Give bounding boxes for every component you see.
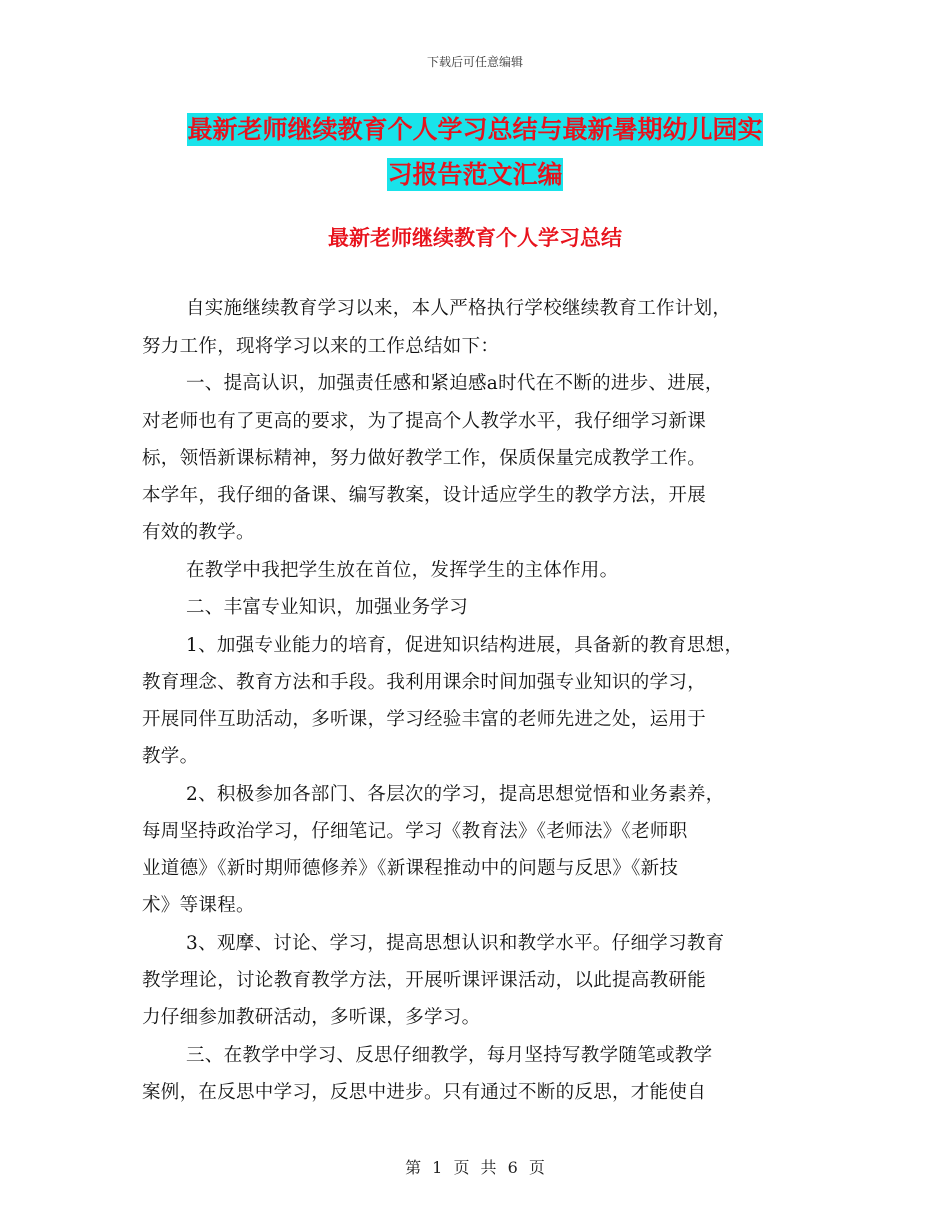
body-line: 有效的教学。 [142, 522, 255, 543]
document-title-line-2 [0, 158, 950, 192]
body-line: 教学理论，讨论教育教学方法，开展听课评课活动，以此提高教研能 [142, 970, 707, 991]
section-title: 最新老师继续教育个人学习总结 [328, 226, 622, 250]
body-line: 案例，在反思中学习，反思中进步。只有通过不断的反思，才能使自 [142, 1082, 707, 1103]
body-line: 3、观摩、讨论、学习，提高思想认识和教学水平。仔细学习教育 [186, 933, 725, 954]
document-title-text-1: 最新老师继续教育个人学习总结与最新暑期幼儿园实 [187, 115, 763, 144]
body-line: 每周坚持政治学习，仔细笔记。学习《教育法》《老师法》《老师职 [142, 821, 688, 842]
header-note: 下载后可任意编辑 [426, 55, 523, 69]
body-line: 术》等课程。 [142, 895, 255, 916]
body-line: 在教学中我把学生放在首位，发挥学生的主体作用。 [186, 560, 619, 581]
body-line: 对老师也有了更高的要求，为了提高个人教学水平，我仔细学习新课 [142, 411, 707, 432]
body-line: 教学。 [142, 746, 199, 767]
document-title-line-1 [0, 113, 950, 147]
body-line: 努力工作，现将学习以来的工作总结如下： [142, 336, 500, 357]
body-line: 自实施继续教育学习以来，本人严格执行学校继续教育工作计划， [186, 298, 732, 319]
body-line: 力仔细参加教研活动，多听课，多学习。 [142, 1007, 481, 1028]
body-line: 三、在教学中学习、反思仔细教学，每月坚持写教学随笔或教学 [186, 1045, 713, 1066]
body-line: 开展同伴互助活动，多听课，学习经验丰富的老师先进之处，运用于 [142, 709, 707, 730]
body-line: 本学年，我仔细的备课、编写教案，设计适应学生的教学方法，开展 [142, 485, 707, 506]
document-title-text-2: 习报告范文汇编 [387, 160, 563, 189]
body-line: 业道德》《新时期师德修养》《新课程推动中的问题与反思》《新技 [142, 858, 679, 879]
body-line: 二、丰富专业知识，加强业务学习 [186, 597, 469, 618]
body-line: 教育理念、教育方法和手段。我利用课余时间加强专业知识的学习， [142, 672, 707, 693]
body-line: 1、加强专业能力的培育，促进知识结构进展，具备新的教育思想， [186, 635, 744, 656]
body-line: 2、积极参加各部门、各层次的学习，提高思想觉悟和业务素养， [186, 784, 725, 805]
body-line: 标，领悟新课标精神，努力做好教学工作，保质保量完成教学工作。 [142, 448, 707, 469]
page-footer: 第 1 页 共 6 页 [405, 1158, 545, 1177]
body-line: 一、提高认识，加强责任感和紧迫感a时代在不断的进步、进展， [186, 373, 724, 394]
